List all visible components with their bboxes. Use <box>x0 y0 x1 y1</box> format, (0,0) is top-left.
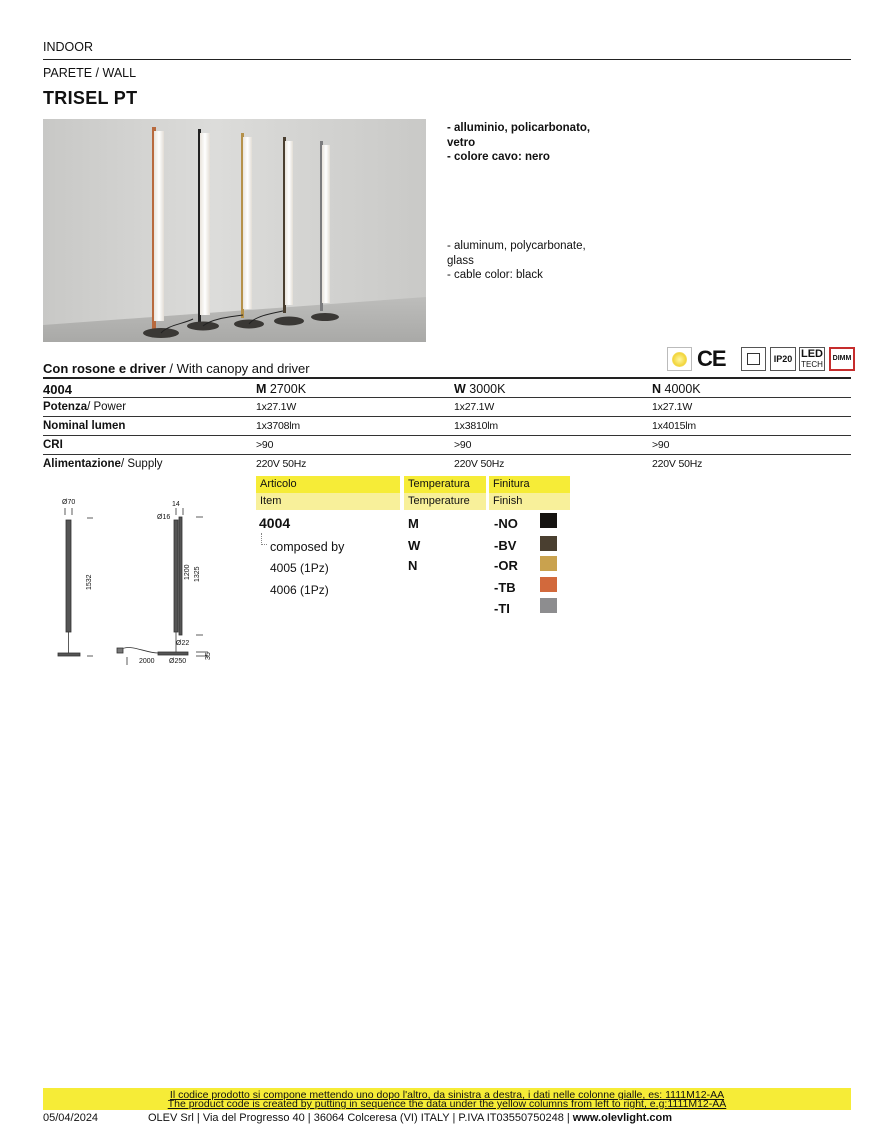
finish-swatch-bronze <box>540 536 557 551</box>
finish-code-no: -NO <box>494 516 518 531</box>
footer-date: 05/04/2024 <box>43 1112 99 1124</box>
cell-power-n: 1x27.1W <box>652 401 693 413</box>
table-rule <box>43 416 851 417</box>
cell-cri-m: >90 <box>256 439 274 451</box>
cell-supply-n: 220V 50Hz <box>652 458 703 470</box>
table-top-rule <box>43 377 851 379</box>
category-label: INDOOR <box>43 40 93 54</box>
finish-swatch-black <box>540 513 557 528</box>
light-bulb-icon <box>667 347 692 371</box>
table-rule <box>43 397 851 398</box>
cell-power-w: 1x27.1W <box>454 401 495 413</box>
header-divider <box>43 59 851 60</box>
dim-d35: 35 <box>205 652 212 660</box>
header-finish-en: Finish <box>489 493 570 510</box>
dim-h1325: 1325 <box>194 566 201 582</box>
dim-cable-length: 2000 <box>139 658 155 665</box>
section-title: Con rosone e driver / With canopy and driver <box>43 361 310 376</box>
finish-swatch-gold <box>540 556 557 571</box>
finish-swatch-titanium <box>540 598 557 613</box>
cell-lumen-n: 1x4015lm <box>652 420 696 432</box>
led-tech-icon: LED TECH <box>801 348 823 369</box>
dim-h1200: 1200 <box>184 564 191 580</box>
cell-lumen-w: 1x3810lm <box>454 420 498 432</box>
ce-mark-icon: CE <box>697 346 726 371</box>
dim-d14: 14 <box>172 501 180 508</box>
finish-code-or: -OR <box>494 558 518 573</box>
dim-h1532: 1532 <box>86 574 93 590</box>
column-header-m: M 2700K <box>256 382 307 396</box>
finish-code-ti: -TI <box>494 601 510 616</box>
composed-by-label: composed by <box>270 540 345 554</box>
item-code: 4004 <box>259 515 291 531</box>
header-temp-en: Temperature <box>404 493 486 510</box>
materials-english: - aluminum, polycarbonate, glass - cable color: black <box>447 240 586 281</box>
dim-d16: Ø16 <box>157 514 171 521</box>
subcategory-label: PARETE / WALL <box>43 66 137 80</box>
temp-option-w: W <box>408 538 421 553</box>
temp-option-n: N <box>408 558 418 573</box>
technical-drawing <box>50 495 220 670</box>
finish-code-tb: -TB <box>494 580 516 595</box>
row-label-power: Potenza/ Power <box>43 401 127 413</box>
cell-cri-w: >90 <box>454 439 472 451</box>
cell-supply-w: 220V 50Hz <box>454 458 505 470</box>
tree-connector <box>261 533 267 545</box>
footer-note-italian: Il codice prodotto si compone mettendo uno dopo l'altro, da sinistra a destra, i dati nelle colonne gialle, es: 1111M12-AA <box>169 1089 725 1101</box>
footer-note-band <box>43 1088 851 1110</box>
header-finish-it: Finitura <box>489 476 570 493</box>
row-label-supply: Alimentazione/ Supply <box>43 458 163 470</box>
header-temp-it: Temperatura <box>404 476 486 493</box>
column-header-w: W 3000K <box>454 382 506 396</box>
footer-note-english: The product code is created by putting in sequence the data under the yellow columns from left to right, e.g:1111M12-AA <box>167 1098 727 1110</box>
table-rule <box>43 454 851 455</box>
header-item-it: Articolo <box>256 476 400 493</box>
product-photo <box>43 119 426 342</box>
row-label-cri: CRI <box>43 439 63 451</box>
footer-company: OLEV Srl | Via del Progresso 40 | 36064 Colceresa (VI) ITALY | P.IVA IT03550750248 | www.olevlight.com <box>148 1112 673 1124</box>
component-item: 4005 (1Pz) <box>270 561 329 575</box>
temp-option-m: M <box>408 516 419 531</box>
materials-italian: - alluminio, policarbonato, vetro - colore cavo: nero <box>447 122 591 163</box>
cell-cri-n: >90 <box>652 439 670 451</box>
product-title: TRISEL PT <box>43 88 138 108</box>
finish-swatch-copper <box>540 577 557 592</box>
table-rule <box>43 435 851 436</box>
column-header-n: N 4000K <box>652 382 701 396</box>
component-item: 4006 (1Pz) <box>270 583 329 597</box>
header-item-en: Item <box>256 493 400 510</box>
dim-d70: Ø70 <box>62 499 76 506</box>
cell-lumen-m: 1x3708lm <box>256 420 300 432</box>
row-label-lumen: Nominal lumen <box>43 420 126 432</box>
class-ii-icon <box>741 347 766 371</box>
dim-d250: Ø250 <box>169 658 187 665</box>
ip20-icon: IP20 <box>770 347 796 371</box>
dimmable-icon: DIMM <box>829 347 855 371</box>
table-code: 4004 <box>43 382 72 397</box>
cell-supply-m: 220V 50Hz <box>256 458 307 470</box>
website-link[interactable]: www.olevlight.com <box>572 1112 673 1124</box>
cell-power-m: 1x27.1W <box>256 401 297 413</box>
finish-code-bv: -BV <box>494 538 517 553</box>
dim-d22: Ø22 <box>176 640 190 647</box>
